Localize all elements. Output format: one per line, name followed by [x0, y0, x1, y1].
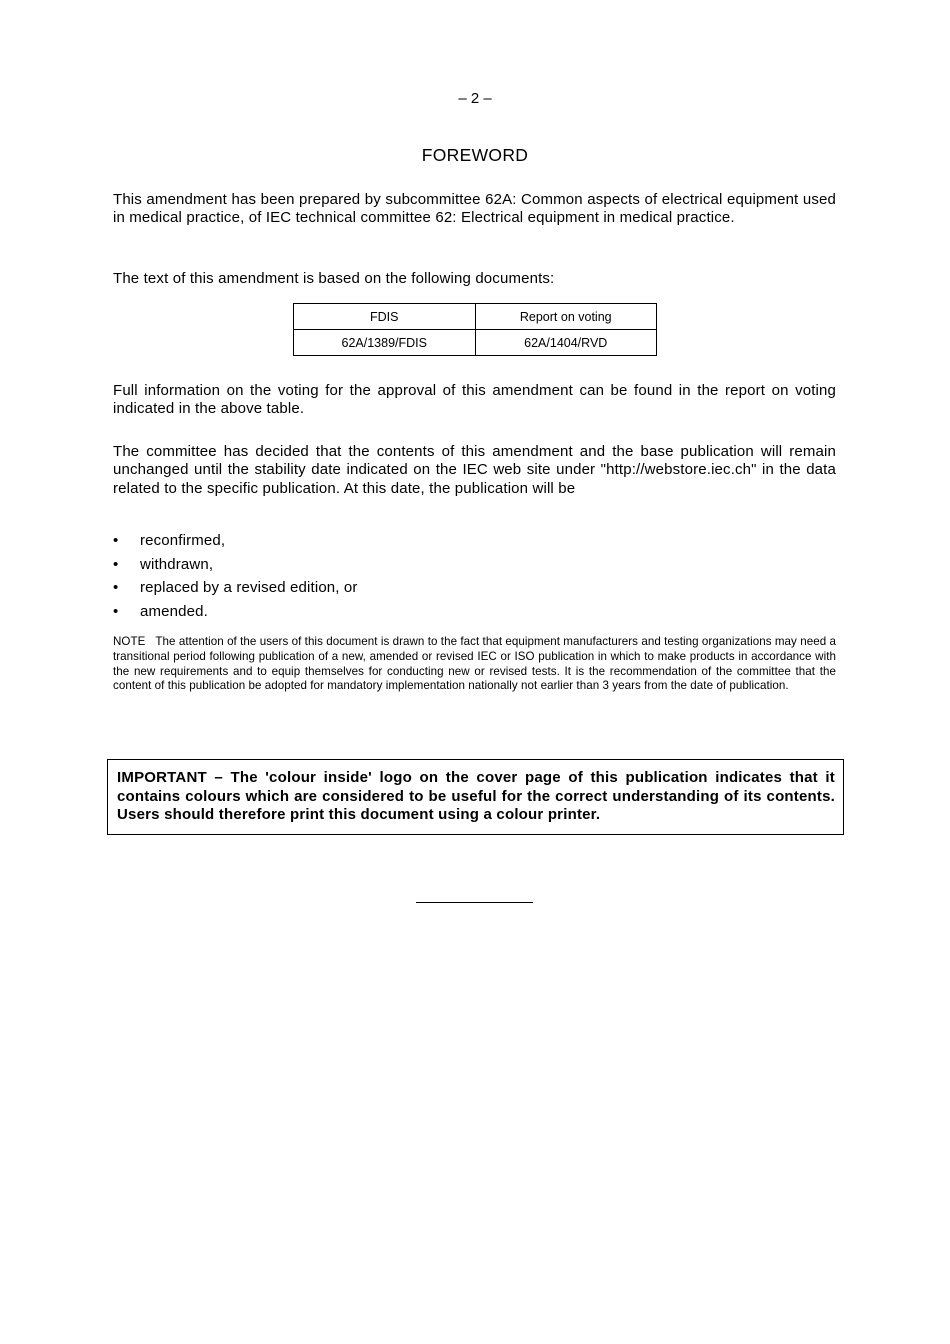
paragraph-preparation: This amendment has been prepared by subcommittee 62A: Common aspects of electrical equipment used in medical practice, of IEC technical committee 62: Electrical equipment in medical practice.	[113, 191, 836, 227]
list-item-text: replaced by a revised edition, or	[140, 579, 358, 596]
documents-table	[293, 303, 657, 356]
note-label: NOTE	[113, 635, 146, 648]
table-header-cell: FDIS	[294, 304, 476, 330]
publication-outcome-list	[113, 531, 358, 625]
note-text: The attention of the users of this document is drawn to the fact that equipment manufacturers and testing organizations may need a transitional period following publication of a new, amended or revised IEC or ISO publication in which to make products in accordance with the new requirements and to equip themselves for conducting new or revised tests. It is the recommendation of the committee that the content of this publication be adopted for mandatory implementation nationally not earlier than 3 years from the date of publication.	[113, 635, 836, 693]
paragraph-based-on: The text of this amendment is based on the following documents:	[113, 270, 555, 287]
paragraph-stability-date: The committee has decided that the contents of this amendment and the base publication will remain unchanged until the stability date indicated on the IEC web site under "http://webstore.iec.ch" in the data related to the specific publication. At this date, the publication will be	[113, 443, 836, 497]
table-cell: 62A/1389/FDIS	[294, 330, 476, 356]
end-rule-divider	[416, 902, 533, 903]
list-item	[113, 578, 358, 602]
page-number: – 2 –	[458, 90, 492, 107]
list-item	[113, 602, 358, 626]
note	[113, 635, 836, 694]
page-title: FOREWORD	[421, 145, 529, 165]
list-item-text: amended.	[140, 602, 208, 620]
list-item	[113, 531, 358, 555]
important-notice-box: IMPORTANT – The 'colour inside' logo on the cover page of this publication indicates that it contains colours which are considered to be useful for the correct understanding of its contents. Users should therefore print this document using a colour printer.	[107, 759, 844, 835]
list-item-text: withdrawn,	[140, 555, 214, 573]
bullet-icon: •	[113, 532, 119, 549]
list-item	[113, 555, 358, 579]
table-header-cell: Report on voting	[475, 304, 657, 330]
table-header-row	[294, 304, 657, 330]
bullet-icon: •	[113, 602, 119, 620]
paragraph-voting-info: Full information on the voting for the approval of this amendment can be found in the report on voting indicated in the above table.	[113, 382, 836, 418]
bullet-icon: •	[113, 579, 119, 596]
table-cell: 62A/1404/RVD	[475, 330, 657, 356]
list-item-text: reconfirmed,	[140, 532, 226, 549]
table-row	[294, 330, 657, 356]
bullet-icon: •	[113, 555, 119, 573]
